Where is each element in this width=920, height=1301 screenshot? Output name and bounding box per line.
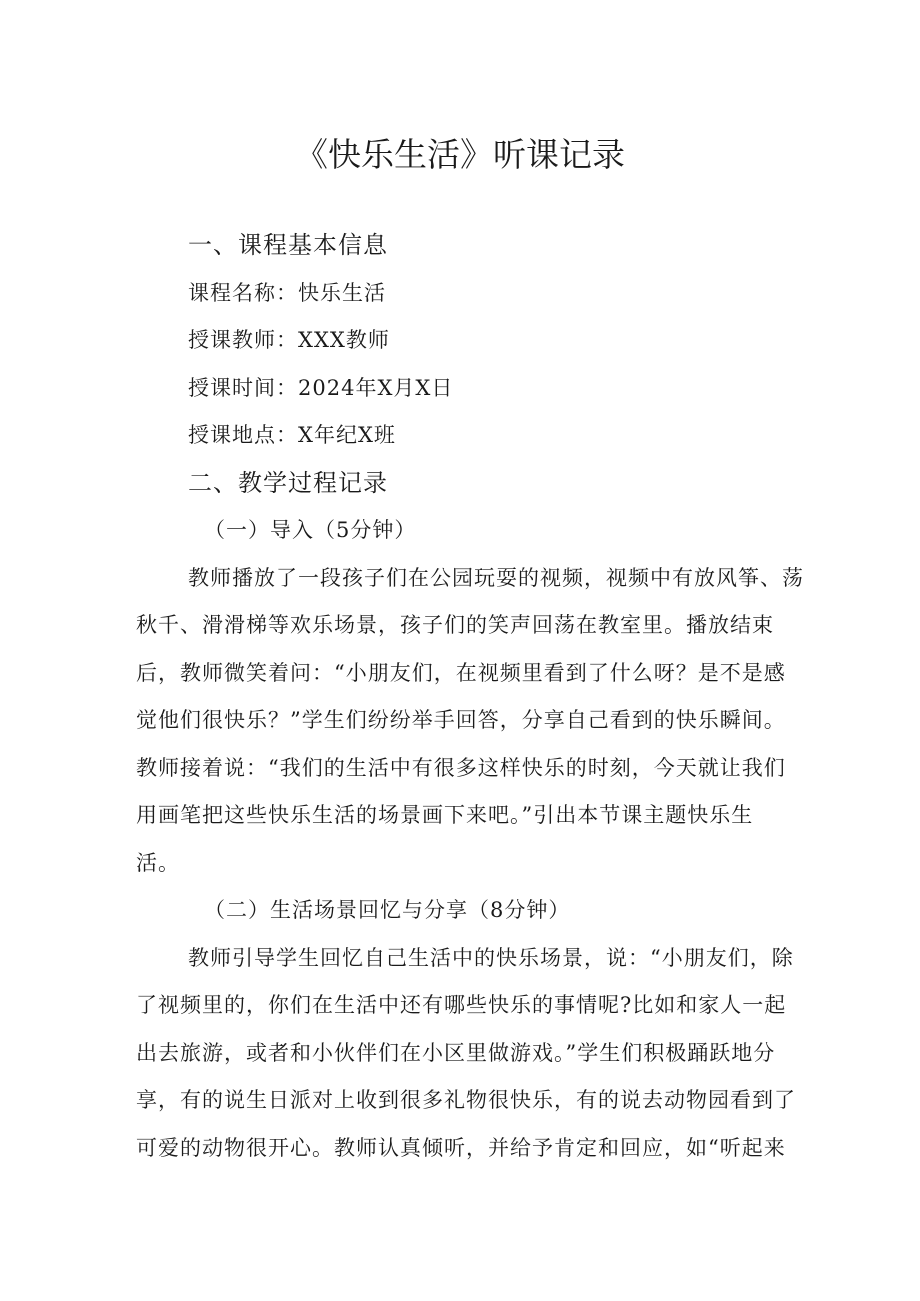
- paragraph-line: 教师引导学生回忆自己生活中的快乐场景，说：“小朋友们，除: [188, 945, 794, 970]
- document-title: 《快乐生活》听课记录: [295, 135, 625, 174]
- paragraph-line: 了视频里的，你们在生活中还有哪些快乐的事情呢?比如和家人一起: [136, 993, 787, 1017]
- document-body: [136, 222, 804, 1172]
- subsection-heading-intro: （一）导入（5分钟）: [204, 518, 417, 542]
- paragraph-line: 可爱的动物很开心。教师认真倾听，并给予肯定和回应，如“听起来: [136, 1135, 786, 1160]
- paragraph-line: 教师接着说：“我们的生活中有很多这样快乐的时刻，今天就让我们: [136, 755, 786, 780]
- paragraph-recall-share: [136, 935, 796, 1173]
- paragraph-line: 觉他们很快乐？”学生们纷纷举手回答，分享自己看到的快乐瞬间。: [136, 708, 786, 732]
- course-name: 课程名称：快乐生活: [188, 280, 386, 305]
- paragraph-line: 活。: [136, 850, 180, 875]
- course-teacher: 授课教师：XXX教师: [188, 328, 390, 352]
- section-heading-basic-info: 一、课程基本信息: [188, 231, 388, 259]
- paragraph-line: 教师播放了一段孩子们在公园玩耍的视频，视频中有放风筝、荡: [188, 565, 804, 590]
- paragraph-line: 出去旅游，或者和小伙伴们在小区里做游戏。”学生们积极踊跃地分: [136, 1040, 776, 1065]
- subsection-heading-recall-share: （二）生活场景回忆与分享（8分钟）: [204, 898, 571, 922]
- section-heading-teaching-process: 二、教学过程记录: [188, 468, 388, 497]
- paragraph-line: 秋千、滑滑梯等欢乐场景，孩子们的笑声回荡在教室里。播放结束: [136, 613, 774, 637]
- course-time: 授课时间：2024年X月X日: [188, 375, 454, 400]
- paragraph-intro: [136, 555, 804, 888]
- paragraph-line: 享，有的说生日派对上收到很多礼物很快乐，有的说去动物园看到了: [136, 1088, 796, 1112]
- paragraph-line: 用画笔把这些快乐生活的场景画下来吧。”引出本节课主题快乐生: [136, 803, 754, 827]
- paragraph-line: 后，教师微笑着问：“小朋友们，在视频里看到了什么呀？是不是感: [136, 660, 786, 685]
- course-location: 授课地点：X年纪X班: [188, 423, 396, 447]
